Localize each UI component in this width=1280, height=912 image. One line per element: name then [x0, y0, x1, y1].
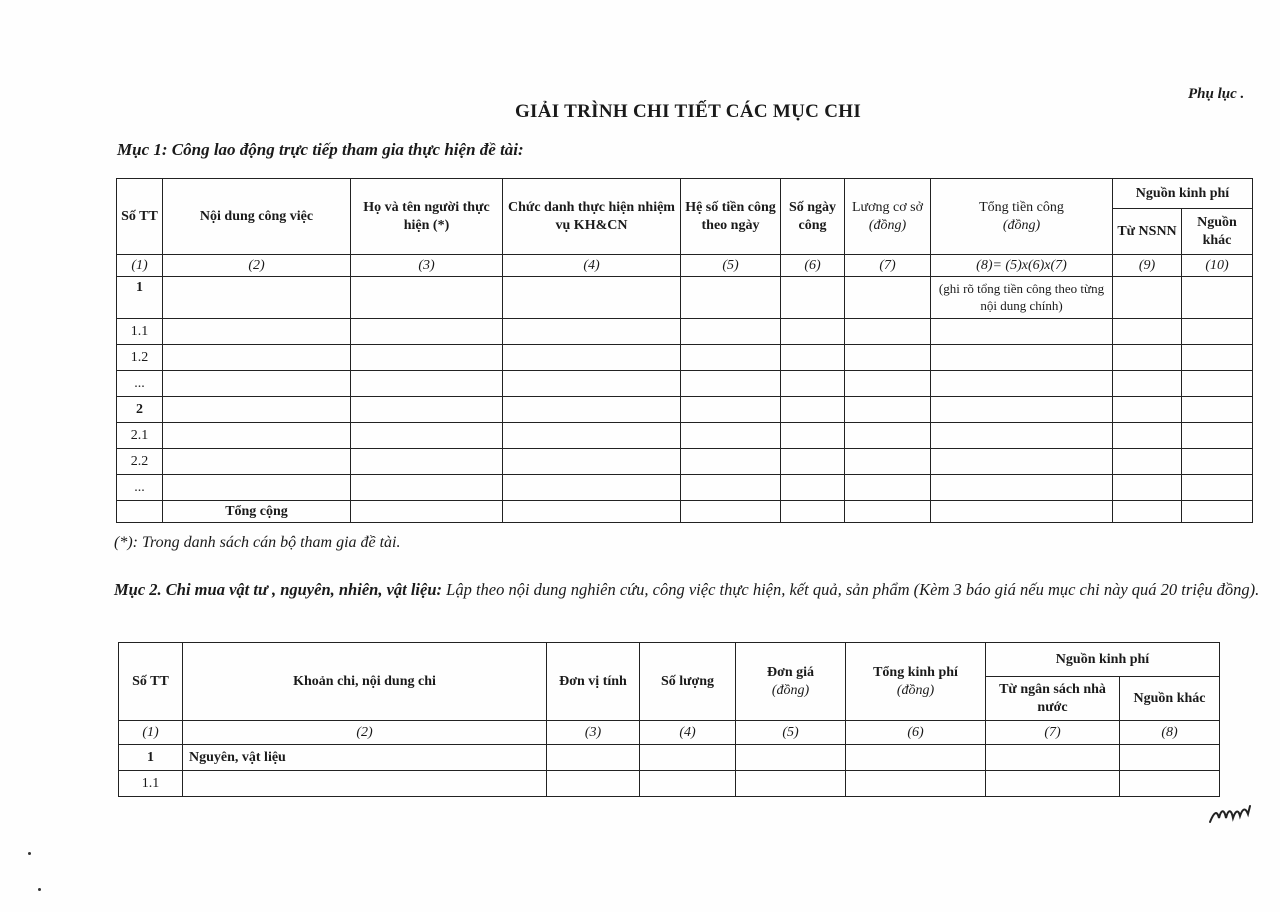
header-total-wage: [931, 179, 1113, 255]
speck-mark: [28, 852, 31, 855]
table-row: [117, 371, 1253, 397]
header-funding-source: Nguồn kinh phí: [1113, 179, 1253, 209]
unit-price-unit: (đồng): [771, 682, 810, 698]
header-state-budget: Từ ngân sách nhà nước: [986, 677, 1120, 721]
header-task-content: Nội dung công việc: [163, 179, 351, 255]
row-number: 2.1: [117, 423, 163, 449]
header-unit-price: [736, 643, 846, 721]
col-num: (3): [547, 721, 640, 745]
row-number: ...: [117, 371, 163, 397]
section1-heading: Mục 1: Công lao động trực tiếp tham gia thực hiện đề tài:: [117, 140, 524, 159]
header-daily-coefficient: Hệ số tiền công theo ngày: [681, 179, 781, 255]
table-row: [117, 475, 1253, 501]
row-number: 2.2: [117, 449, 163, 475]
table-row: [117, 449, 1253, 475]
total-cost-label: Tổng kinh phí: [873, 665, 958, 680]
col-num: (3): [351, 255, 503, 277]
table-row: [117, 277, 1253, 319]
col-num: (4): [503, 255, 681, 277]
speck-mark: [38, 888, 41, 891]
header-quantity: Số lượng: [640, 643, 736, 721]
total-wage-label: Tổng tiền công: [979, 200, 1064, 215]
col-num: (9): [1113, 255, 1182, 277]
header-performer-name: Họ và tên người thực hiện (*): [351, 179, 503, 255]
row-content: [183, 771, 547, 797]
section2-heading: [114, 578, 1264, 603]
header-row: [119, 643, 1220, 677]
header-expense-item: Khoản chi, nội dung chi: [183, 643, 547, 721]
header-total-cost: [846, 643, 986, 721]
initials-signature: [1208, 800, 1254, 828]
header-stt: Số TT: [119, 643, 183, 721]
col-num: (2): [183, 721, 547, 745]
appendix-label: Phụ lục .: [1188, 86, 1245, 102]
row-number: 1: [119, 745, 183, 771]
col-num: (2): [163, 255, 351, 277]
table-row: [119, 771, 1220, 797]
row-number: 1.1: [117, 319, 163, 345]
unit-price-label: Đơn giá: [766, 665, 815, 680]
header-workdays: Số ngày công: [781, 179, 845, 255]
row-content: Nguyên, vật liệu: [183, 745, 547, 771]
header-other-source: Nguồn khác: [1182, 209, 1253, 255]
header-role: Chức danh thực hiện nhiệm vụ KH&CN: [503, 179, 681, 255]
col-num: (8): [1120, 721, 1220, 745]
section2-heading-bold: Mục 2. Chi mua vật tư , nguyên, nhiên, vật liệu:: [114, 580, 443, 599]
footnote: (*): Trong danh sách cán bộ tham gia đề tài.: [114, 534, 401, 551]
total-label: Tổng cộng: [163, 501, 351, 523]
col-num: (6): [846, 721, 986, 745]
table-row: [119, 745, 1220, 771]
column-number-row: [119, 721, 1220, 745]
header-from-nsnn: Từ NSNN: [1113, 209, 1182, 255]
base-salary-unit: (đồng): [868, 217, 907, 233]
col-num: (6): [781, 255, 845, 277]
materials-table: [118, 642, 1220, 797]
row-number: 1.2: [117, 345, 163, 371]
table-row: [117, 319, 1253, 345]
base-salary-label: Lương cơ sở: [851, 200, 923, 215]
header-row: [117, 179, 1253, 209]
header-funding-source: Nguồn kinh phí: [986, 643, 1220, 677]
row-number: 1: [117, 277, 163, 319]
total-row: [117, 501, 1253, 523]
col-num: (7): [986, 721, 1120, 745]
header-other-source: Nguồn khác: [1120, 677, 1220, 721]
document-title: GIẢI TRÌNH CHI TIẾT CÁC MỤC CHI: [514, 101, 862, 122]
total-cost-unit: (đồng): [896, 682, 935, 698]
table-row: [117, 423, 1253, 449]
table-row: [117, 397, 1253, 423]
header-stt: Số TT: [117, 179, 163, 255]
header-unit: Đơn vị tính: [547, 643, 640, 721]
section2-heading-text: Lập theo nội dung nghiên cứu, công việc thực hiện, kết quả, sản phẩm (Kèm 3 báo giá nếu mục chi này quá 20 triệu đồng).: [442, 580, 1260, 599]
table-row: [117, 345, 1253, 371]
row-number: ...: [117, 475, 163, 501]
col-num: (10): [1182, 255, 1253, 277]
col-num: (8)= (5)x(6)x(7): [931, 255, 1113, 277]
labor-cost-table: [116, 178, 1253, 523]
col-num: (5): [736, 721, 846, 745]
col-num: (7): [845, 255, 931, 277]
total-wage-unit: (đồng): [1002, 217, 1041, 233]
col-num: (1): [117, 255, 163, 277]
col-num: (1): [119, 721, 183, 745]
row-number: 1.1: [119, 771, 183, 797]
col-num: (4): [640, 721, 736, 745]
header-base-salary: [845, 179, 931, 255]
total-wage-note: (ghi rõ tổng tiền công theo từng nội dung chính): [931, 277, 1113, 319]
column-number-row: [117, 255, 1253, 277]
col-num: (5): [681, 255, 781, 277]
row-number: 2: [117, 397, 163, 423]
